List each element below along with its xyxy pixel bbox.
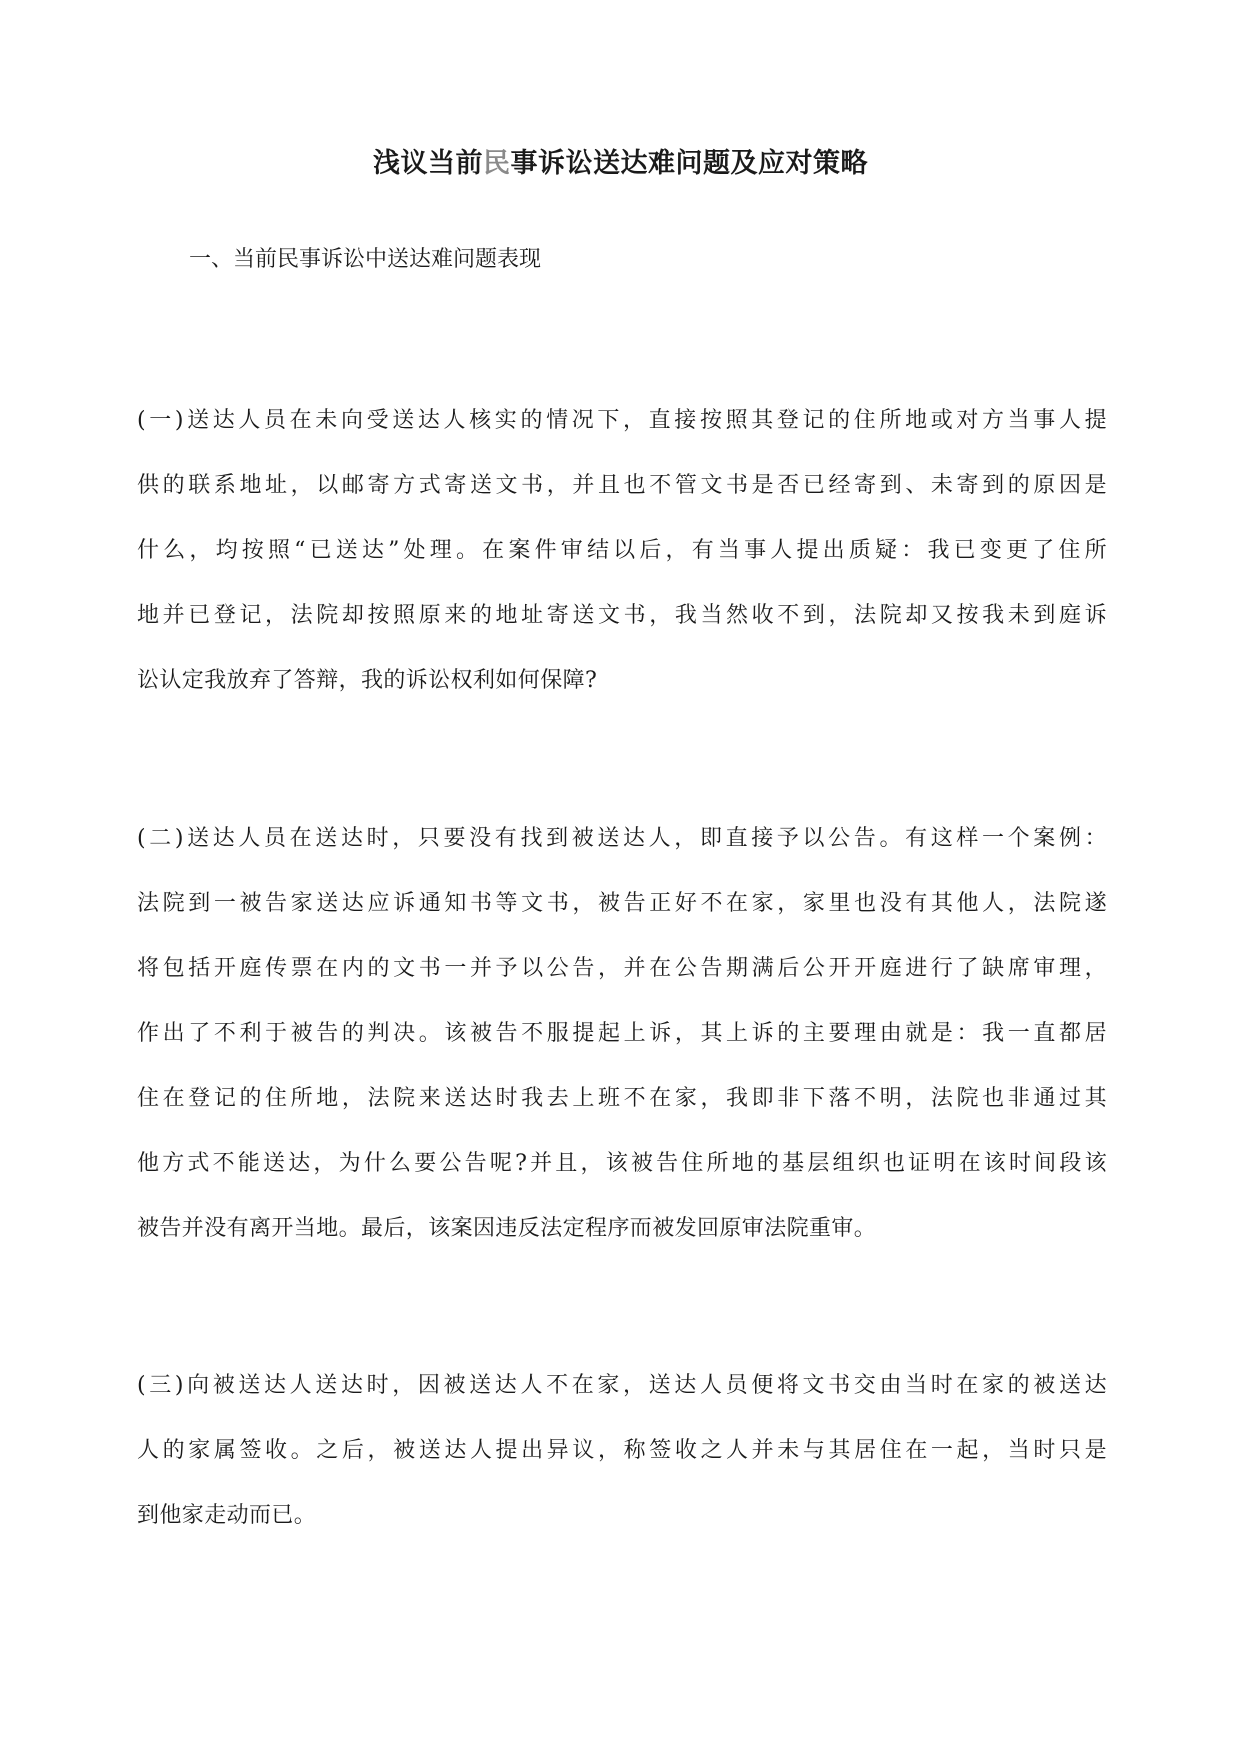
paragraph-line: 讼认定我放弃了答辩，我的诉讼权利如何保障? [137, 668, 598, 693]
paragraph-line: 人的家属签收。之后，被送达人提出异议，称签收之人并未与其居住在一起，当时只是 [137, 1438, 1107, 1463]
paragraph-2 [137, 806, 1107, 1261]
paragraph-1 [137, 388, 1107, 713]
paragraph-3 [137, 1353, 1107, 1548]
paragraph-line: (一)送达人员在未向受送达人核实的情况下，直接按照其登记的住所地或对方当事人提 [137, 408, 1107, 433]
paragraph-line: 供的联系地址，以邮寄方式寄送文书，并且也不管文书是否已经寄到、未寄到的原因是 [137, 473, 1107, 498]
title-part-highlight: 民 [483, 148, 511, 179]
paragraph-line: 作出了不利于被告的判决。该被告不服提起上诉，其上诉的主要理由就是：我一直都居 [137, 1021, 1107, 1046]
section-heading: 一、当前民事诉讼中送达难问题表现 [189, 247, 542, 272]
paragraph-line: (二)送达人员在送达时，只要没有找到被送达人，即直接予以公告。有这样一个案例： [137, 826, 1107, 851]
paragraph-line: 地并已登记，法院却按照原来的地址寄送文书，我当然收不到，法院却又按我未到庭诉 [137, 603, 1107, 628]
document-title [0, 146, 1241, 182]
paragraph-line: 什么，均按照“已送达”处理。在案件审结以后，有当事人提出质疑：我已变更了住所 [137, 538, 1107, 563]
paragraph-line: 将包括开庭传票在内的文书一并予以公告，并在公告期满后公开开庭进行了缺席审理， [137, 956, 1107, 981]
paragraph-line: 他方式不能送达，为什么要公告呢?并且，该被告住所地的基层组织也证明在该时间段该 [137, 1151, 1107, 1176]
paragraph-line: 法院到一被告家送达应诉通知书等文书，被告正好不在家，家里也没有其他人，法院遂 [137, 891, 1107, 916]
paragraph-line: 住在登记的住所地，法院来送达时我去上班不在家，我即非下落不明，法院也非通过其 [137, 1086, 1107, 1111]
paragraph-line: (三)向被送达人送达时，因被送达人不在家，送达人员便将文书交由当时在家的被送达 [137, 1373, 1107, 1398]
title-part-1: 浅议当前 [373, 148, 483, 179]
paragraph-line: 到他家走动而已。 [137, 1503, 317, 1528]
paragraph-line: 被告并没有离开当地。最后，该案因违反法定程序而被发回原审法院重审。 [137, 1216, 877, 1241]
title-part-3: 事诉讼送达难问题及应对策略 [510, 148, 868, 179]
